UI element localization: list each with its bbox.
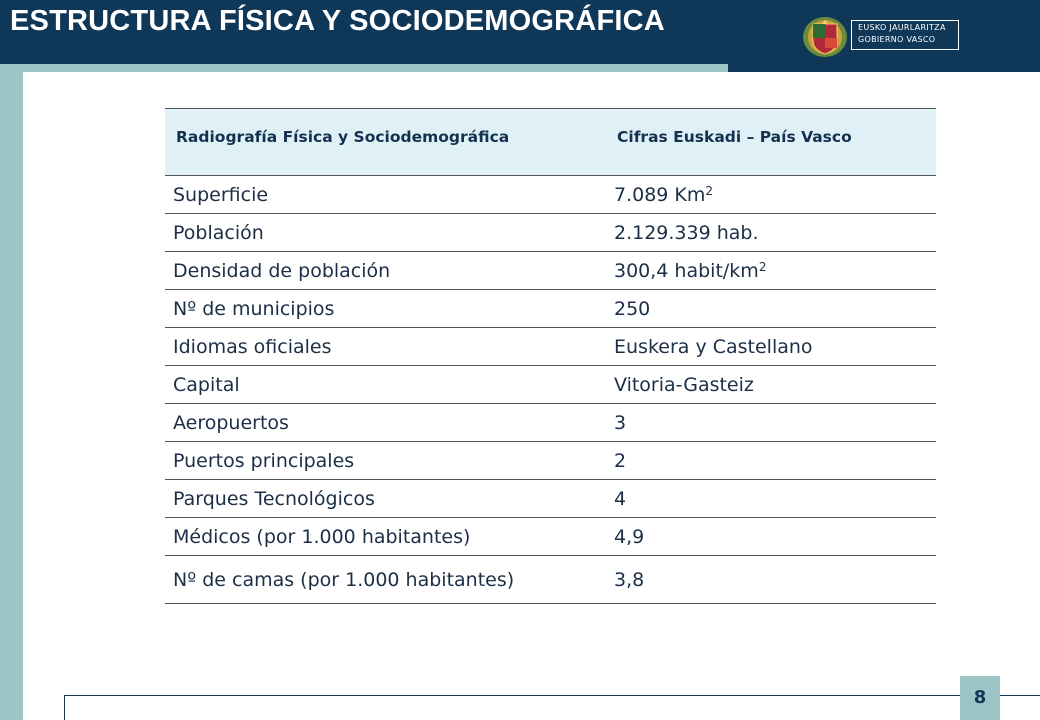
table-row bbox=[165, 252, 936, 290]
table-row bbox=[165, 176, 936, 214]
footer-divider-right bbox=[1000, 695, 1040, 696]
row-value-text: 4,9 bbox=[614, 525, 645, 548]
row-value-text: 250 bbox=[614, 297, 651, 320]
row-value bbox=[606, 252, 936, 290]
coat-of-arms-icon bbox=[801, 16, 849, 58]
table-row bbox=[165, 518, 936, 556]
row-value bbox=[606, 366, 936, 404]
row-label: Capital bbox=[165, 366, 606, 404]
table-row bbox=[165, 480, 936, 518]
footer-divider-tick bbox=[64, 695, 65, 720]
data-table bbox=[165, 108, 936, 604]
column-header: Cifras Euskadi – País Vasco bbox=[606, 109, 936, 176]
row-label: Puertos principales bbox=[165, 442, 606, 480]
row-value-text: Euskera y Castellano bbox=[614, 335, 813, 358]
row-value bbox=[606, 214, 936, 252]
row-value-text: 2 bbox=[614, 449, 627, 472]
row-value-text: Vitoria-Gasteiz bbox=[614, 373, 754, 396]
row-value bbox=[606, 518, 936, 556]
table-header-row bbox=[165, 109, 936, 176]
column-header: Radiografía Física y Sociodemográfica bbox=[165, 109, 606, 176]
header-accent-stripe bbox=[0, 64, 728, 72]
superscript-unit: 2 bbox=[758, 259, 767, 274]
row-value bbox=[606, 556, 936, 604]
row-label: Médicos (por 1.000 habitantes) bbox=[165, 518, 606, 556]
row-value bbox=[606, 404, 936, 442]
row-value-text: 7.089 Km bbox=[614, 183, 706, 206]
table-row bbox=[165, 290, 936, 328]
header-bar bbox=[0, 0, 1040, 72]
row-label: Nº de municipios bbox=[165, 290, 606, 328]
row-value bbox=[606, 480, 936, 518]
row-value-text: 3,8 bbox=[614, 568, 645, 591]
left-accent-bar bbox=[0, 72, 23, 720]
row-value-text: 2.129.339 hab. bbox=[614, 221, 759, 244]
superscript-unit: 2 bbox=[705, 183, 714, 198]
row-value bbox=[606, 176, 936, 214]
table-row bbox=[165, 214, 936, 252]
table-row bbox=[165, 366, 936, 404]
row-label: Población bbox=[165, 214, 606, 252]
row-label: Superficie bbox=[165, 176, 606, 214]
page-number: 8 bbox=[960, 676, 1000, 720]
table-row bbox=[165, 328, 936, 366]
row-label: Nº de camas (por 1.000 habitantes) bbox=[165, 556, 606, 604]
row-label: Parques Tecnológicos bbox=[165, 480, 606, 518]
logo-text-box bbox=[851, 20, 959, 50]
row-label: Idiomas oficiales bbox=[165, 328, 606, 366]
page-title: ESTRUCTURA FÍSICA Y SOCIODEMOGRÁFICA bbox=[10, 5, 665, 37]
row-label: Densidad de población bbox=[165, 252, 606, 290]
row-value bbox=[606, 290, 936, 328]
row-label: Aeropuertos bbox=[165, 404, 606, 442]
logo-line-basque: EUSKO JAURLARITZA bbox=[858, 23, 946, 32]
row-value-text: 3 bbox=[614, 411, 627, 434]
logo-line-spanish: GOBIERNO VASCO bbox=[858, 35, 936, 44]
footer-divider bbox=[64, 695, 960, 696]
gobierno-vasco-logo bbox=[801, 16, 961, 58]
row-value bbox=[606, 328, 936, 366]
table-row bbox=[165, 442, 936, 480]
row-value-text: 300,4 habit/km bbox=[614, 259, 759, 282]
table-row bbox=[165, 556, 936, 604]
row-value bbox=[606, 442, 936, 480]
table-row bbox=[165, 404, 936, 442]
row-value-text: 4 bbox=[614, 487, 627, 510]
